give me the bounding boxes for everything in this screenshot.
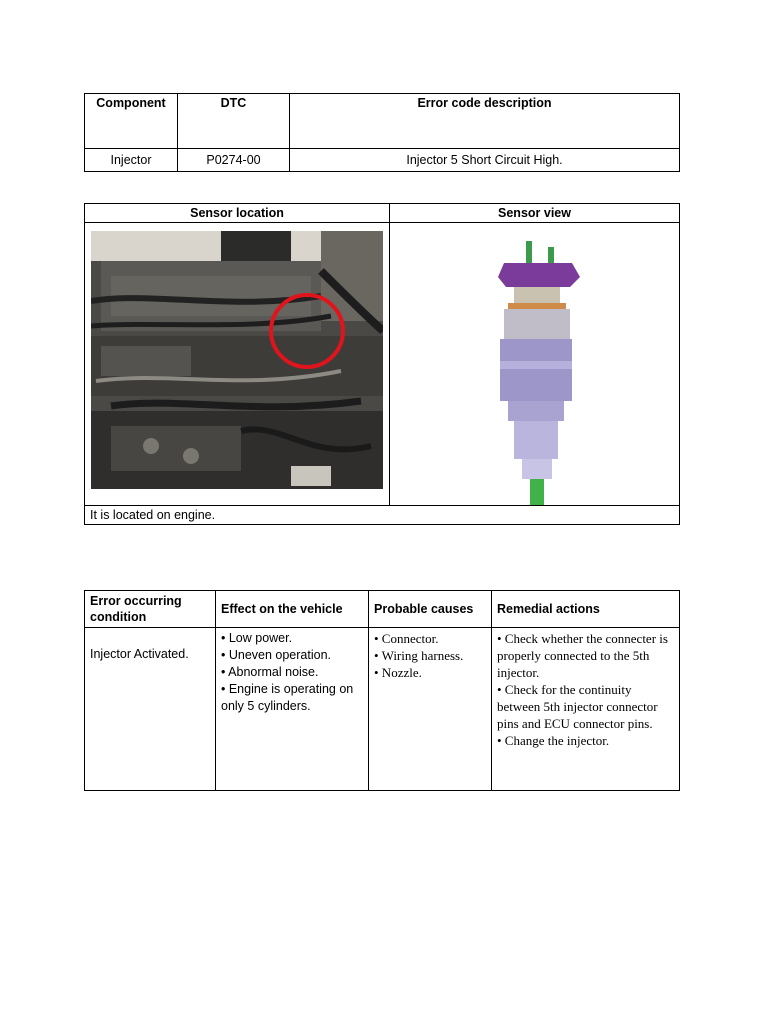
header-effect: Effect on the vehicle bbox=[216, 591, 369, 628]
cause-item: • Nozzle. bbox=[374, 665, 422, 680]
header-remedies: Remedial actions bbox=[492, 591, 680, 628]
dtc-table bbox=[84, 93, 680, 172]
location-note: It is located on engine. bbox=[85, 506, 680, 525]
cause-item: • Wiring harness. bbox=[374, 648, 464, 663]
sensor-location-cell bbox=[85, 223, 390, 506]
condition-value: Injector Activated. bbox=[85, 628, 216, 791]
remedy-item: • Check whether the connecter is properly connected to the 5th injector. bbox=[497, 631, 668, 680]
header-condition: Error occurring condition bbox=[85, 591, 216, 628]
component-value: Injector bbox=[85, 149, 178, 172]
header-description: Error code description bbox=[290, 94, 680, 149]
effect-item: • Engine is operating on only 5 cylinders. bbox=[221, 682, 354, 713]
engine-photo bbox=[91, 231, 383, 489]
effect-item: • Abnormal noise. bbox=[221, 665, 319, 679]
remedy-item: • Check for the continuity between 5th injector connector pins and ECU connector pins. bbox=[497, 682, 658, 731]
header-sensor-view: Sensor view bbox=[390, 204, 680, 223]
effect-item: • Uneven operation. bbox=[221, 648, 332, 662]
header-sensor-location: Sensor location bbox=[85, 204, 390, 223]
cause-item: • Connector. bbox=[374, 631, 439, 646]
injector-illustration bbox=[490, 241, 586, 507]
header-causes: Probable causes bbox=[369, 591, 492, 628]
sensor-table bbox=[84, 203, 680, 525]
effects-cell bbox=[216, 628, 369, 791]
causes-cell bbox=[369, 628, 492, 791]
dtc-value: P0274-00 bbox=[178, 149, 290, 172]
sensor-view-cell bbox=[390, 223, 680, 506]
remedies-cell bbox=[492, 628, 680, 791]
header-component: Component bbox=[85, 94, 178, 149]
condition-table bbox=[84, 590, 680, 791]
effect-item: • Low power. bbox=[221, 631, 293, 645]
remedy-item: • Change the injector. bbox=[497, 733, 610, 748]
description-value: Injector 5 Short Circuit High. bbox=[290, 149, 680, 172]
header-dtc: DTC bbox=[178, 94, 290, 149]
